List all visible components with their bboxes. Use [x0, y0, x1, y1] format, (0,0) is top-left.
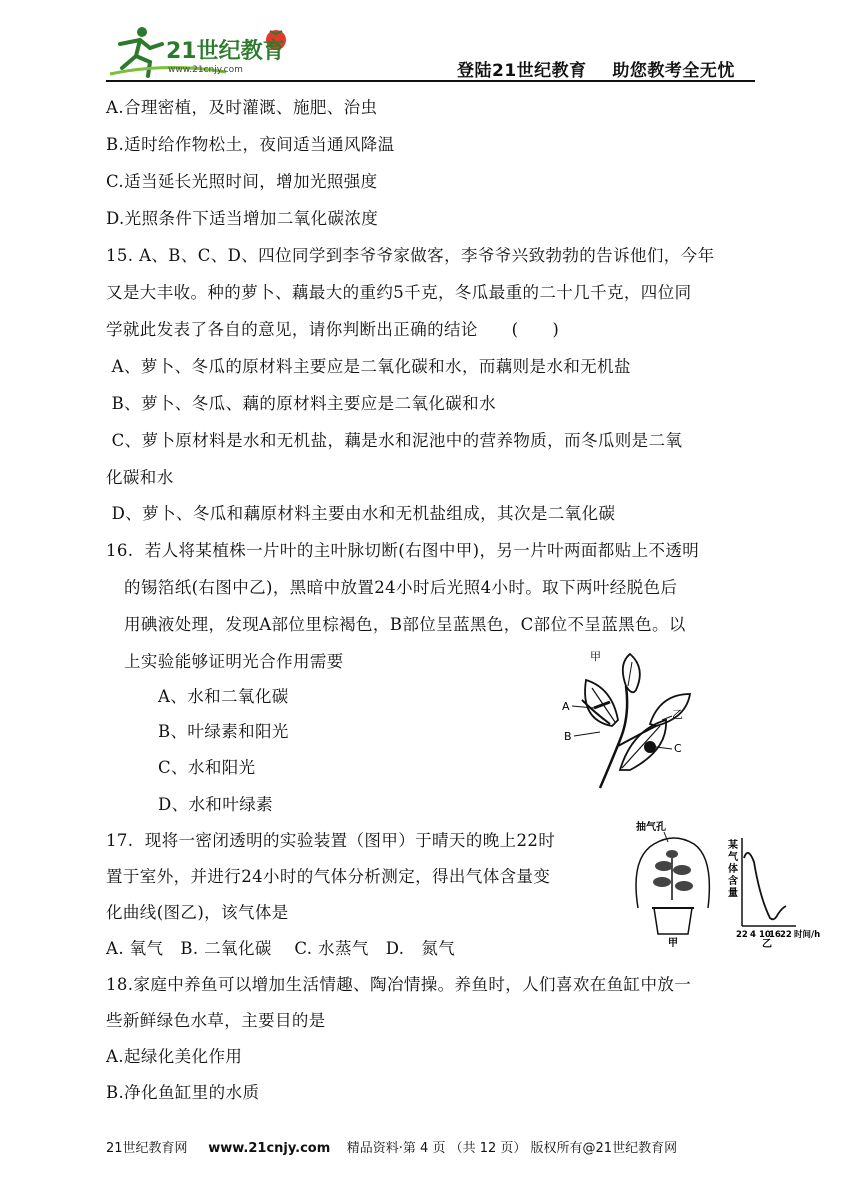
question-16-text: 16. 若人将某植株一片叶的主叶脉切断(右图中甲)，另一片叶两面都贴上不透明 — [106, 541, 700, 560]
footer-page-info: 精品资料·第 4 页 （共 12 页） 版权所有@21世纪教育网 — [346, 1141, 678, 1156]
logo-title: 21世纪教育 — [166, 39, 285, 64]
label-c: C — [674, 742, 682, 755]
logo — [106, 22, 306, 82]
pump-hole-label: 抽气孔 — [636, 822, 666, 833]
y-axis-label-1: 某 — [728, 840, 738, 851]
question-17-text: 化曲线(图乙)，该气体是 — [106, 903, 289, 922]
question-17-text: 置于室外，并进行24小时的气体分析测定，得出气体含量变 — [106, 867, 551, 886]
option-line: 化碳和水 — [106, 468, 174, 487]
leaf-diagram — [560, 650, 705, 790]
question-18-text: 些新鲜绿色水草，主要目的是 — [106, 1011, 326, 1030]
foil-patch — [644, 741, 656, 753]
flower-pot — [654, 908, 692, 934]
question-18-text: 18.家庭中养鱼可以增加生活情趣、陶冶情操。养鱼时，人们喜欢在鱼缸中放一 — [106, 975, 692, 994]
option-line: C、萝卜原材料是水和无机盐，藕是水和泥池中的营养物质，而冬瓜则是二氧 — [106, 431, 683, 450]
gas-experiment-figure — [624, 818, 834, 948]
page-header — [0, 0, 860, 86]
question-15-text: 又是大丰收。种的萝卜、藕最大的重约5千克，冬瓜最重的二十几千克，四位同 — [106, 283, 692, 302]
option-line: B.适时给作物松土，夜间适当通风降温 — [106, 135, 395, 154]
option-line: B、萝卜、冬瓜、藕的原材料主要应是二氧化碳和水 — [106, 394, 496, 413]
tick-22-end: 22 — [780, 930, 792, 940]
question-16-text: 用碘液处理，发现A部位里棕褐色，B部位呈蓝黑色，C部位不呈蓝黑色。以 — [124, 615, 686, 634]
tick-16: 16 — [769, 930, 781, 940]
option-line: B、叶绿素和阳光 — [158, 722, 289, 741]
tick-22: 22 — [736, 930, 748, 940]
label-jia: 甲 — [590, 650, 601, 663]
label-yi: 乙 — [672, 708, 683, 721]
option-line: D、水和叶绿素 — [158, 795, 274, 814]
x-axis-label: 时间/h — [794, 930, 821, 940]
option-line: C.适当延长光照时间，增加光照强度 — [106, 172, 378, 191]
page-footer — [106, 1137, 677, 1156]
question-15-text: 15. A、B、C、D、四位同学到李爷爷家做客，李爷爷兴致勃勃的告诉他们，今年 — [106, 246, 715, 265]
option-line: A.合理密植，及时灌溉、施肥、治虫 — [106, 98, 378, 117]
gas-curve — [744, 853, 786, 919]
question-16-text: 上实验能够证明光合作用需要 — [124, 652, 344, 671]
option-line: B.净化鱼缸里的水质 — [106, 1083, 260, 1102]
tick-4: 4 — [750, 930, 756, 940]
label-b: B — [564, 730, 572, 743]
label-jia: 甲 — [668, 938, 678, 948]
question-17-text: 17. 现将一密闭透明的实验装置（图甲）于晴天的晚上22时 — [106, 831, 556, 850]
option-line: A.起绿化美化作用 — [106, 1047, 243, 1066]
header-divider — [106, 80, 755, 82]
option-line: D、萝卜、冬瓜和藕原材料主要由水和无机盐组成，其次是二氧化碳 — [106, 504, 616, 523]
option-line: A. 氧气 B. 二氧化碳 C. 水蒸气 D. 氮气 — [106, 939, 456, 958]
label-yi: 乙 — [762, 939, 772, 948]
option-line: C、水和阳光 — [158, 758, 256, 777]
footer-site-name: 21世纪教育网 — [106, 1141, 188, 1156]
tick-10: 10 — [759, 930, 771, 940]
label-a: A — [562, 700, 570, 713]
option-line: A、萝卜、冬瓜的原材料主要应是二氧化碳和水，而藕则是水和无机盐 — [106, 357, 631, 376]
question-16-text: 的锡箔纸(右图中乙)，黑暗中放置24小时后光照4小时。取下两叶经脱色后 — [124, 578, 678, 597]
y-axis-label-5: 量 — [728, 888, 738, 899]
header-slogan: 登陆21世纪教育 助您教考全无忧 — [457, 61, 735, 81]
y-axis-label-2: 气 — [728, 852, 738, 863]
y-axis-label-3: 体 — [728, 864, 738, 875]
option-line: A、水和二氧化碳 — [158, 687, 289, 706]
logo-url: www.21cnjy.com — [168, 65, 243, 75]
question-15-text: 学就此发表了各自的意见，请你判断出正确的结论 ( ) — [106, 320, 560, 339]
option-line: D.光照条件下适当增加二氧化碳浓度 — [106, 209, 379, 228]
y-axis-label-4: 含 — [728, 876, 738, 887]
footer-site-url[interactable]: www.21cnjy.com — [208, 1141, 331, 1156]
